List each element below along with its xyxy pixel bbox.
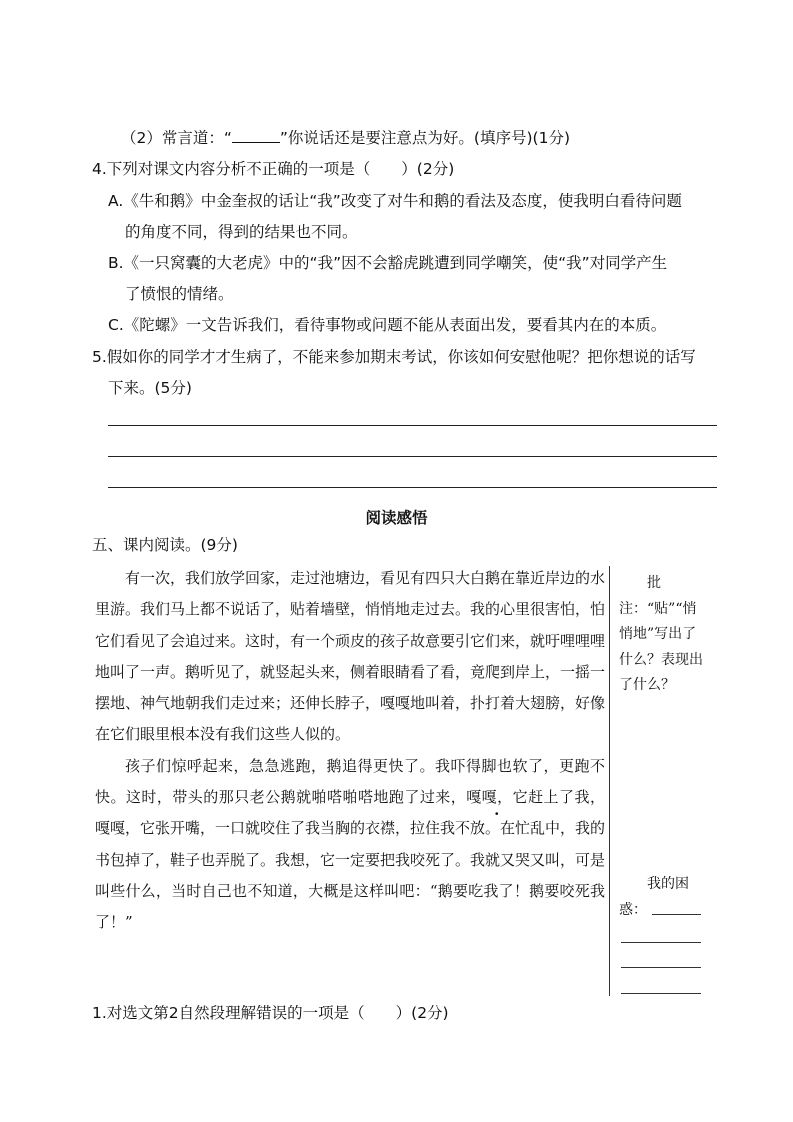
section-title: 阅读感悟 bbox=[365, 509, 428, 527]
dotted-word-gaga: 嘎嘎 bbox=[466, 788, 498, 807]
confusion-answer-line-1[interactable] bbox=[621, 942, 701, 943]
question-5-line-1: 5.假如你的同学才才生病了，不能来参加期末考试，你该如何安慰他呢？把你想说的话写 bbox=[92, 348, 696, 366]
confusion-label: 我的困惑： bbox=[619, 876, 689, 918]
option-a-line-1: A.《牛和鹅》中金奎叔的话让“我”改变了对牛和鹅的看法及态度，使我明白看待问题 bbox=[108, 192, 682, 210]
option-b-line-2: 了愤恨的情绪。 bbox=[125, 285, 234, 303]
answer-line-2[interactable] bbox=[108, 456, 717, 457]
section-heading: 五、课内阅读。(9分) bbox=[92, 536, 238, 554]
sidebar-divider bbox=[609, 566, 610, 996]
answer-line-3[interactable] bbox=[108, 487, 717, 488]
paragraph-2-part-a: 孩子们惊呼起来，急急逃跑，鹅追得更快了。我吓得脚也软了，更跑不快。这时，带头的那只老公鹅就啪嗒啪嗒地跑了过来， bbox=[95, 756, 605, 807]
confusion-answer-line-0[interactable] bbox=[652, 914, 701, 915]
confusion-answer-line-3[interactable] bbox=[621, 993, 701, 994]
question-5-line-2: 下来。(5分) bbox=[108, 379, 192, 397]
option-c: C.《陀螺》一文告诉我们，看待事物或问题不能从表面出发，要看其内在的本质。 bbox=[108, 316, 667, 334]
paragraph-2-part-b: ，它赶上了我，嘎嘎，它张开嘴，一口就咬住了我当胸的衣襟，拉住我不放。在忙乱中，我的书包掉了，鞋子也弄脱了。我想，它一定要把我咬死了。我就又哭又叫，可是叫些什么，当时自己也不知道，大概是这样叫吧：“鹅要吃我了！鹅要咬死我了！” bbox=[95, 788, 606, 932]
question-4-stem: 4.下列对课文内容分析不正确的一项是（ ）(2分) bbox=[92, 160, 455, 178]
annotation-note: 批注：“贴”“悄悄地”写出了什么？表现出了什么？ bbox=[619, 575, 703, 693]
next-question: 1.对选文第2自然段理解错误的一项是（ ）(2分) bbox=[92, 1004, 449, 1022]
reading-passage bbox=[95, 563, 605, 939]
question-2-suffix: ”你说话还是要注意点为好。(填序号)(1分) bbox=[279, 129, 570, 147]
question-2 bbox=[121, 128, 570, 148]
confusion-answer-line-2[interactable] bbox=[621, 967, 701, 968]
question-2-prefix: （2）常言道：“ bbox=[121, 129, 232, 147]
answer-blank[interactable] bbox=[232, 128, 280, 143]
answer-line-1[interactable] bbox=[108, 425, 717, 426]
reading-paragraph-1: 有一次，我们放学回家，走过池塘边，看见有四只大白鹅在靠近岸边的水里游。我们马上都不说话了，贴着墙壁，悄悄地走过去。我的心里很害怕，怕它们看见了会追过来。这时，有一个顽皮的孩子故意要引它们来，就吁哩哩哩地叫了一声。鹅听见了，就竖起头来，侧着眼睛看了看，竟爬到岸上，一摇一摆地、神气地朝我们走过来；还伸长脖子，嘎嘎地叫着，扑打着大翅膀，好像在它们眼里根本没有我们这些人似的。 bbox=[95, 569, 606, 744]
option-a-line-2: 的角度不同，得到的结果也不同。 bbox=[125, 223, 358, 241]
reading-paragraph-2 bbox=[95, 751, 605, 939]
option-b-line-1: B.《一只窝囊的大老虎》中的“我”因不会豁虎跳遭到同学嘲笑，使“我”对同学产生 bbox=[108, 254, 668, 272]
